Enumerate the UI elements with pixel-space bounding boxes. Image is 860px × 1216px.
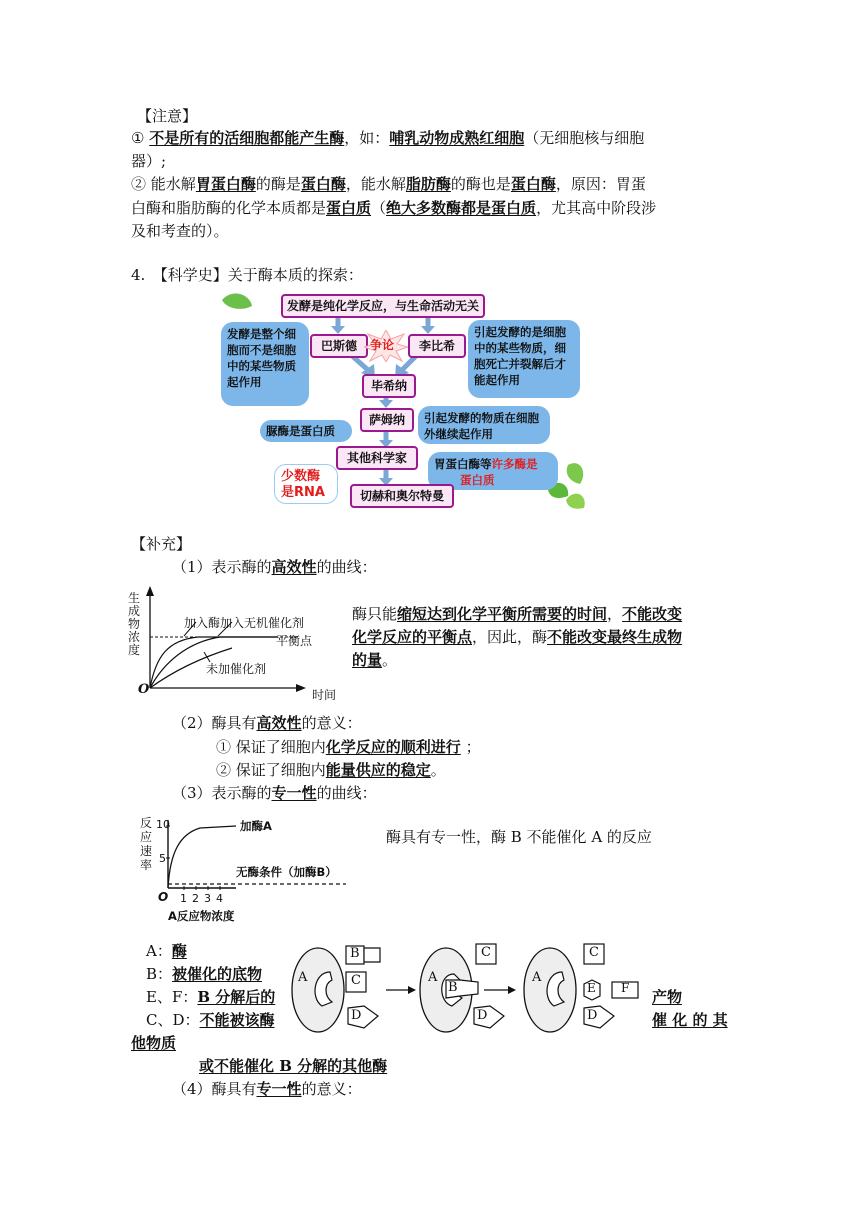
text: 的意义： xyxy=(301,1080,362,1098)
label-enzyme-a: 加酶A xyxy=(240,819,272,833)
tick-5: 5 xyxy=(159,852,166,865)
underlined-text: 酶 xyxy=(171,942,187,960)
chart2-xlabel: A反应物浓度 xyxy=(168,909,235,923)
underlined-text: 缩短达到化学平衡所需要的时间 xyxy=(397,605,608,623)
pasteur-box: 巴斯德 xyxy=(310,334,368,358)
text: ，原因：胃蛋 xyxy=(555,175,646,193)
text: 的酶也是 xyxy=(450,175,511,193)
label-no-catalyst: 未加催化剂 xyxy=(206,662,267,676)
x-tick-label: 1 xyxy=(180,892,187,905)
text: 是RNA xyxy=(281,485,325,500)
underlined-text: 专一性 xyxy=(271,784,317,802)
text: ，尤其高中阶段涉 xyxy=(536,199,657,217)
liebig-box: 李比希 xyxy=(408,334,466,358)
history-flowchart xyxy=(218,290,588,512)
underlined-text: 被催化的底物 xyxy=(172,965,263,983)
item-2-point-1 xyxy=(216,736,481,758)
label-c: C xyxy=(481,945,491,960)
chart1-ylabel: 生成物浓度 xyxy=(128,591,141,657)
enzyme-a-curve xyxy=(168,826,236,888)
top-box: 发酵是纯化学反应，与生命活动无关 xyxy=(281,294,485,318)
label-enzyme: 加入酶 xyxy=(184,616,221,630)
underlined-text: 化学反应的平衡点 xyxy=(352,628,473,646)
item-2 xyxy=(172,712,362,734)
cech-box: 切赫和奥尔特曼 xyxy=(350,484,454,508)
text: （1）表示酶的 xyxy=(172,558,272,576)
highlight-text: 蛋白质 xyxy=(460,473,495,487)
sumner-box: 萨姆纳 xyxy=(360,408,414,432)
text: ，能水解 xyxy=(345,175,406,193)
supplement-heading: 【补充】 xyxy=(131,535,192,553)
underlined-text: 哺乳动物成熟红细胞 xyxy=(389,129,525,147)
buchner-box: 毕希纳 xyxy=(362,374,416,398)
chart1-xlabel: 时间 xyxy=(312,688,337,702)
label-equilibrium: 平衡点 xyxy=(276,634,313,648)
text: E、F： xyxy=(146,988,198,1006)
text: ① 保证了细胞内 xyxy=(216,738,326,756)
label-b: B xyxy=(350,946,360,961)
underlined-text: 脂肪酶 xyxy=(405,175,451,193)
label-e: E xyxy=(587,981,596,995)
text: B： xyxy=(146,965,173,983)
arrow-head xyxy=(408,986,416,994)
legend-cd-or xyxy=(199,1055,387,1077)
item-2-point-2 xyxy=(216,759,446,781)
x-tick-label: 2 xyxy=(192,892,199,905)
text: 的曲线： xyxy=(316,558,377,576)
specificity-chart xyxy=(140,814,354,928)
notice-point-2 xyxy=(131,173,646,195)
notice-point-1 xyxy=(131,127,644,149)
text: 。 xyxy=(430,761,446,779)
underlined-text: 能量供应的稳定 xyxy=(325,761,431,779)
underlined-text: 高效性 xyxy=(256,714,302,732)
label-a: A xyxy=(298,970,308,985)
text: （2）酶具有 xyxy=(172,714,257,732)
text: 白酶和脂肪酶的化学本质都是 xyxy=(131,199,327,217)
point-number: ① xyxy=(131,129,145,147)
underlined-text: B 分解后的 xyxy=(197,988,276,1006)
legend-b xyxy=(146,963,262,985)
substrate-b-tail xyxy=(364,948,380,962)
x-axis-arrow xyxy=(296,684,306,692)
legend-cd-cont xyxy=(131,1032,176,1054)
underlined-text: 催 化 的 其 xyxy=(652,1011,728,1029)
item-1-desc-line-3 xyxy=(352,648,397,672)
underlined-text: 蛋白质 xyxy=(326,199,372,217)
item-4 xyxy=(172,1078,362,1100)
underlined-text: 他物质 xyxy=(131,1034,177,1052)
underlined-text: 不能改变 xyxy=(622,605,683,623)
x-tick-label: 4 xyxy=(216,892,223,905)
arrow-head xyxy=(508,986,516,994)
dispute-label: 争论 xyxy=(370,338,395,352)
leaf-icon xyxy=(222,293,252,308)
chart1-origin: O xyxy=(138,682,150,697)
text: （ xyxy=(371,199,387,217)
text: 的曲线： xyxy=(316,784,377,802)
item-3-desc: 酶具有专一性，酶 B 不能催化 A 的反应 xyxy=(386,828,652,846)
item-1-desc-line-1 xyxy=(352,602,682,626)
sumner-view-bubble: 脲酶是蛋白质 xyxy=(260,420,352,442)
underlined-text: 胃蛋白酶 xyxy=(195,175,256,193)
x-tick-label: 3 xyxy=(204,892,211,905)
underlined-text: 绝大多数酶都是蛋白质 xyxy=(386,199,537,217)
text: 的酶是 xyxy=(255,175,301,193)
underlined-text: 不能被该酶 xyxy=(199,1011,275,1029)
text: 胃蛋白酶等 xyxy=(434,457,492,471)
text: ； xyxy=(460,738,481,756)
item-1 xyxy=(172,556,377,578)
notice-point-2-end: 及和考查的）。 xyxy=(131,222,229,240)
underlined-text: 化学反应的顺利进行 xyxy=(325,738,461,756)
highlight-text: 许多酶是 xyxy=(491,457,538,471)
legend-ef xyxy=(146,986,275,1008)
underlined-text: 蛋白酶 xyxy=(510,175,556,193)
underlined-text: 不能改变最终生成物 xyxy=(547,628,683,646)
y-axis-arrow xyxy=(146,586,154,596)
text: 。 xyxy=(382,651,398,669)
text: 的意义： xyxy=(301,714,362,732)
underlined-text: 或不能催化 B 分解的其他酶 xyxy=(199,1057,388,1075)
pasteur-view-bubble: 发酵是整个细胞而不是细胞中的某些物质起作用 xyxy=(221,322,309,406)
legend-cd xyxy=(146,1009,275,1031)
label-d: D xyxy=(351,1008,362,1023)
label-f: F xyxy=(621,981,630,995)
label-a: A xyxy=(532,970,542,985)
underlined-text: 不是所有的活细胞都能产生酶 xyxy=(149,129,345,147)
text: ，因此，酶 xyxy=(472,628,548,646)
text: （无细胞核与细胞 xyxy=(524,129,645,147)
notice-point-1-cont: 器）; xyxy=(131,152,167,170)
history-heading: 4. 【科学史】关于酶本质的探索： xyxy=(131,266,363,284)
text: 能水解 xyxy=(150,175,196,193)
underlined-text: 高效性 xyxy=(271,558,317,576)
others-box: 其他科学家 xyxy=(336,446,418,470)
label-c: C xyxy=(351,973,361,988)
notice-heading: 【注意】 xyxy=(137,107,198,125)
label-b: B xyxy=(448,980,458,995)
legend-right-1 xyxy=(652,986,682,1008)
chart2-ylabel: 反应速率 xyxy=(140,816,153,872)
chart2-origin: O xyxy=(158,890,169,904)
text: C、D： xyxy=(146,1011,200,1029)
legend-a xyxy=(146,940,187,962)
text: ② 保证了细胞内 xyxy=(216,761,326,779)
label-d: D xyxy=(477,1008,488,1023)
item-1-desc-line-2 xyxy=(352,625,682,649)
underlined-text: 专一性 xyxy=(256,1080,302,1098)
text: 酶只能 xyxy=(352,605,398,623)
text: ，如： xyxy=(344,129,390,147)
label-enzyme-b: 无酶条件（加酶B） xyxy=(236,865,337,879)
item-3 xyxy=(172,782,377,804)
text: A： xyxy=(146,942,172,960)
label-inorganic: 加入无机催化剂 xyxy=(220,616,305,630)
leaf-icon xyxy=(566,494,585,509)
label-a: A xyxy=(428,970,438,985)
underlined-text: 蛋白酶 xyxy=(300,175,346,193)
underlined-text: 的量 xyxy=(352,651,383,669)
notice-point-2-cont xyxy=(131,197,656,219)
leaf-icon xyxy=(567,463,583,484)
buchner-view-bubble: 引起发酵的物质在细胞外继续起作用 xyxy=(418,406,550,444)
label-d: D xyxy=(587,1008,598,1023)
efficiency-chart xyxy=(128,586,338,704)
liebig-view-bubble: 引起发酵的是细胞中的某些物质，细胞死亡并裂解后才能起作用 xyxy=(468,320,580,398)
label-c: C xyxy=(589,945,599,960)
rna-note xyxy=(274,464,338,504)
text: ， xyxy=(607,605,623,623)
tick-10: 10 xyxy=(156,818,170,831)
text: （3）表示酶的 xyxy=(172,784,272,802)
legend-right-2 xyxy=(652,1009,728,1031)
underlined-text: 产物 xyxy=(652,988,683,1006)
text: （4）酶具有 xyxy=(172,1080,257,1098)
text: 少数酶 xyxy=(281,469,321,484)
point-number: ② xyxy=(131,175,147,193)
enzyme-substrate-diagram xyxy=(288,936,648,1036)
